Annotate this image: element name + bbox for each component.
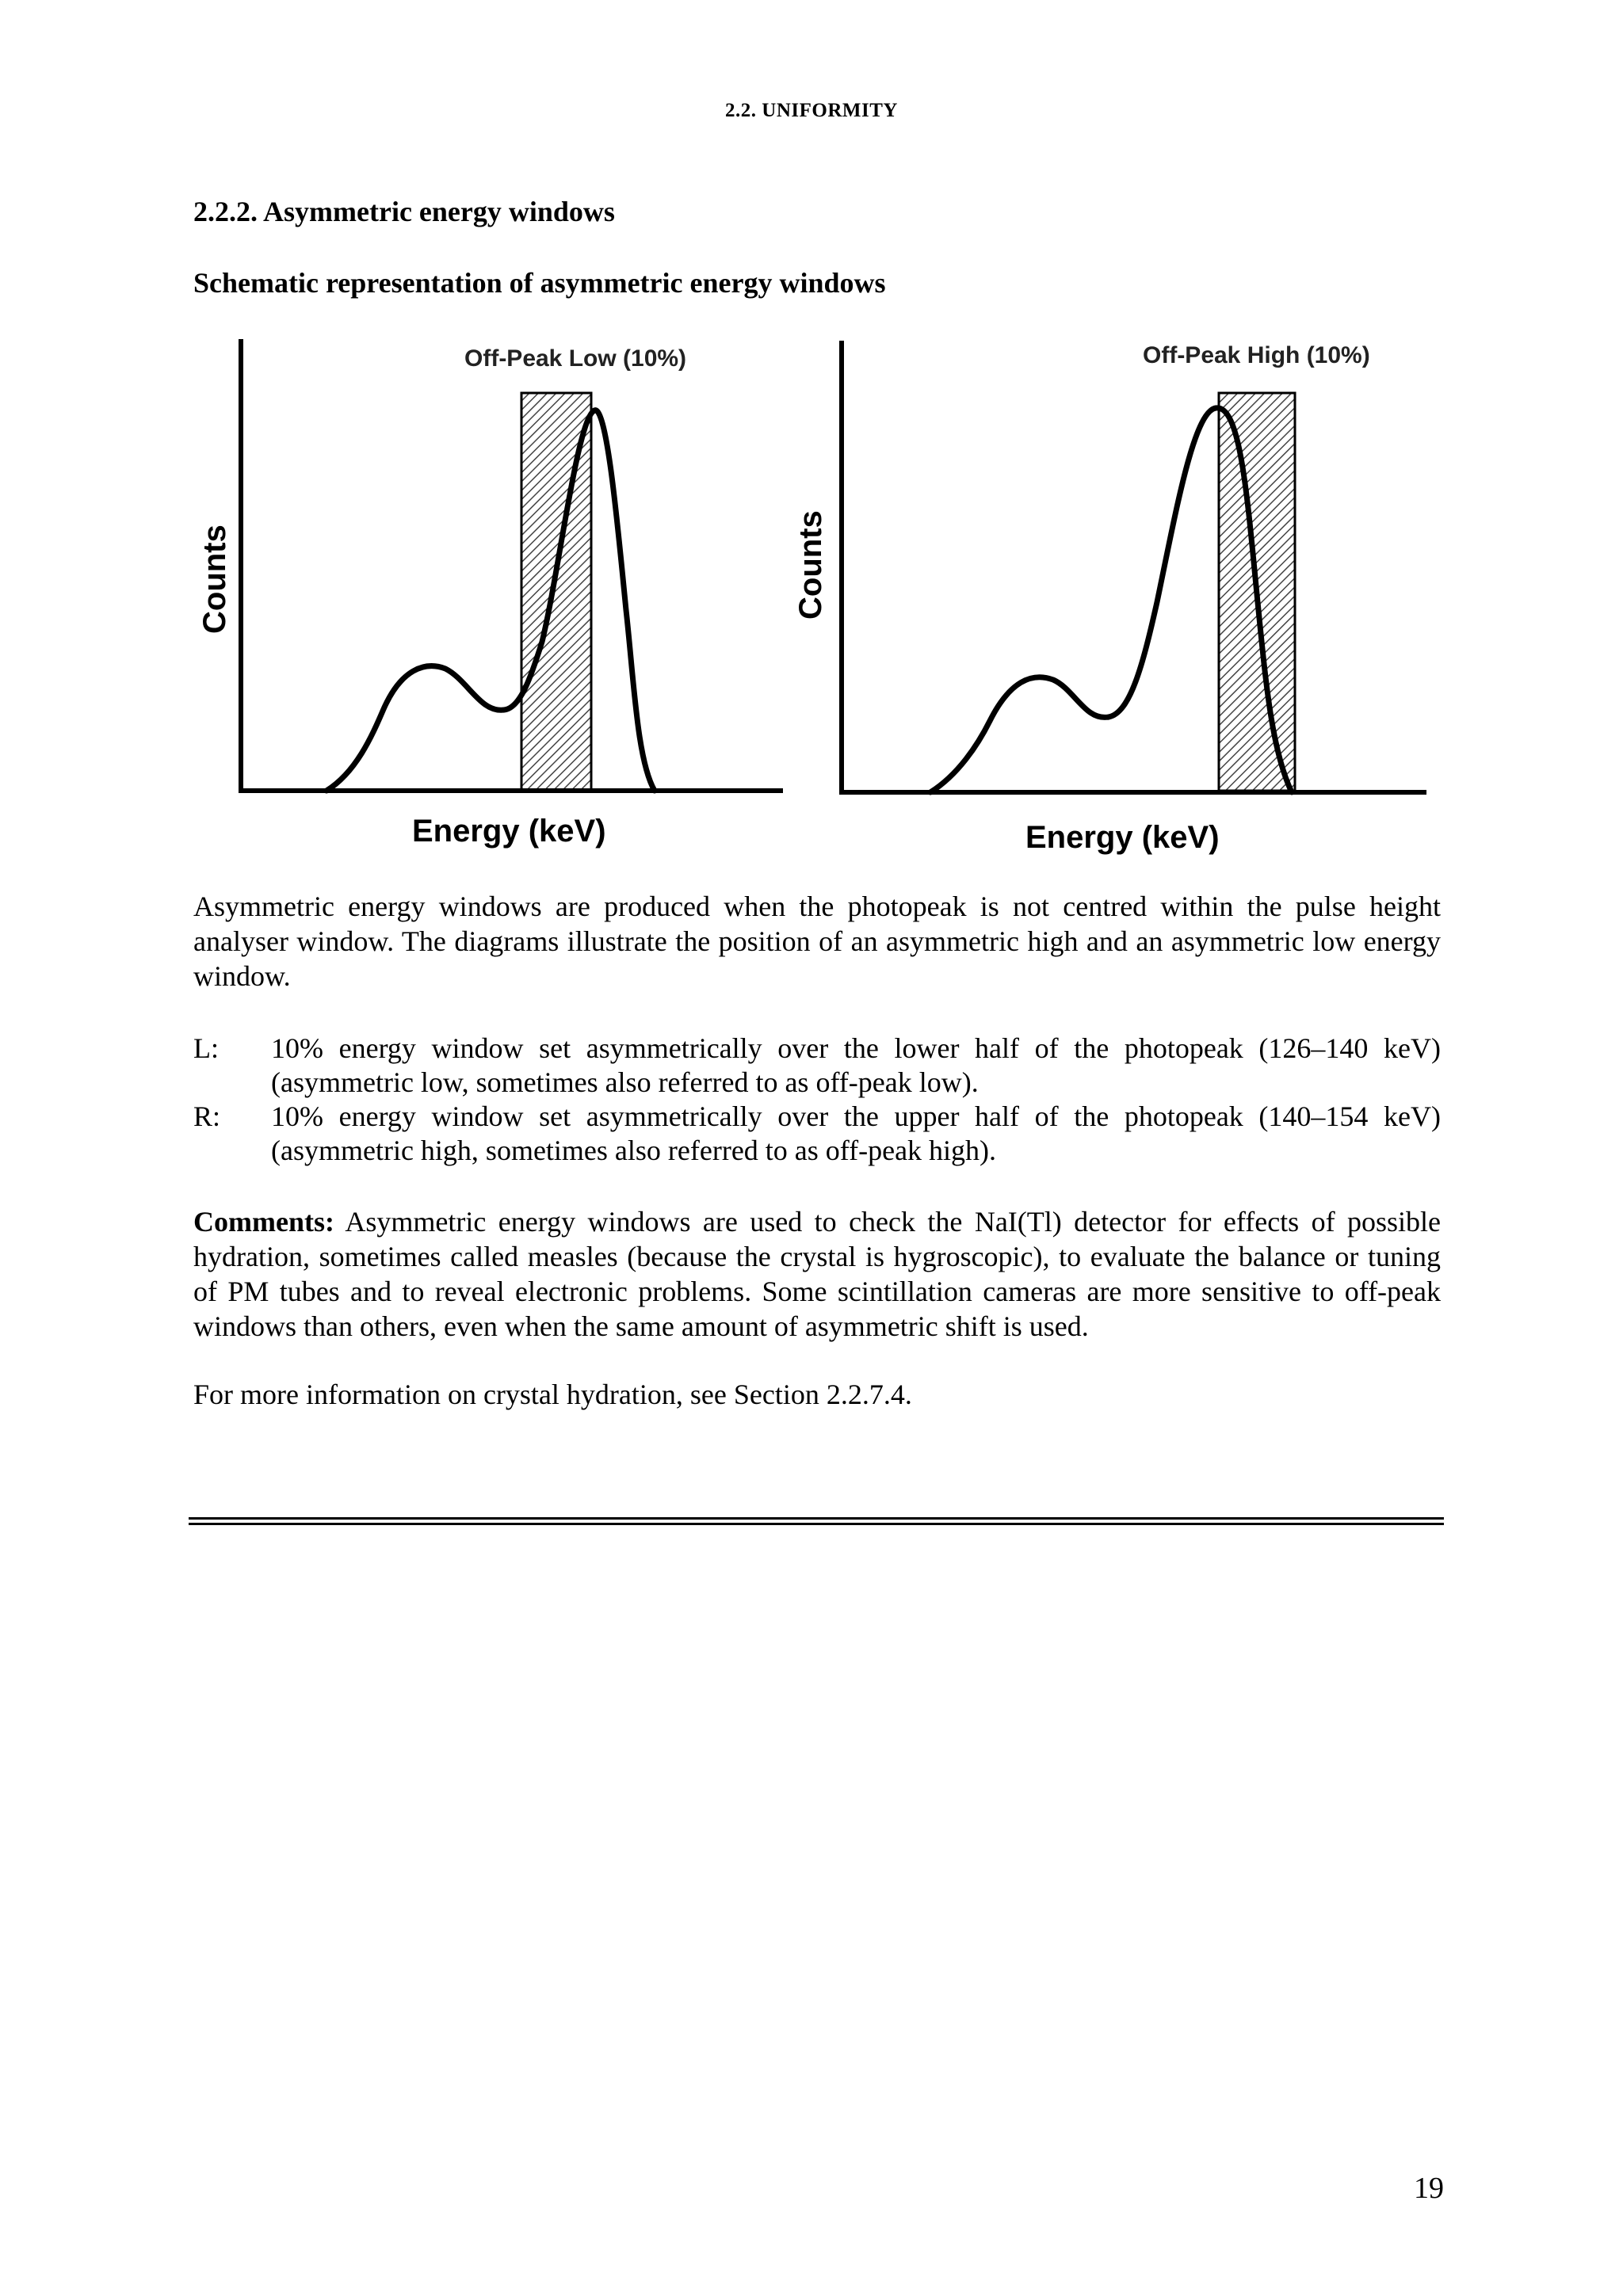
right-y-axis-label: Counts (793, 510, 828, 620)
left-window-label: Off-Peak Low (10%) (464, 345, 687, 372)
comments-paragraph (193, 1204, 1441, 1344)
left-spectrum-curve (327, 410, 655, 791)
right-panel (793, 341, 1426, 855)
figure-subheading: Schematic representation of asymmetric energy windows (193, 267, 886, 299)
comments-text: Asymmetric energy windows are used to check the NaI(Tl) detector for effects of possible hydration, sometimes called measles (because the crystal is hygroscopic), to evaluate the balance or tuning of PM tubes and to reveal electronic problems. Some scintillation cameras are more sensitive to off-peak windows than others, even when the same amount of asymmetric shift is used. (193, 1206, 1441, 1342)
window-list (193, 1032, 1441, 1168)
list-text: 10% energy window set asymmetrically over the lower half of the photopeak (126–140 keV) (asymmetric low, sometimes also referred to as off-peak low). (271, 1032, 1441, 1098)
left-x-axis-label: Energy (keV) (412, 814, 606, 849)
list-text: 10% energy window set asymmetrically over the upper half of the photopeak (140–154 keV) (asymmetric high, sometimes also referred to as off-peak high). (271, 1100, 1441, 1166)
left-panel (197, 339, 783, 849)
running-head: 2.2. UNIFORMITY (725, 100, 898, 121)
double-rule-divider (189, 1517, 1444, 1527)
energy-window-figure (193, 325, 1445, 864)
comments-label: Comments: (193, 1206, 334, 1238)
page-number: 19 (1414, 2172, 1444, 2205)
section-heading: 2.2.2. Asymmetric energy windows (193, 196, 615, 227)
list-label: L: (193, 1032, 219, 1064)
list-item-right (193, 1100, 1441, 1168)
cross-reference-paragraph: For more information on crystal hydration, see Section 2.2.7.4. (193, 1379, 912, 1410)
intro-paragraph: Asymmetric energy windows are produced when the photopeak is not centred within the pulse height analyser window. The diagrams illustrate the position of an asymmetric high and an asymmetric low energy window. (193, 891, 1441, 992)
left-y-axis-label: Counts (197, 524, 232, 634)
right-window-label: Off-Peak High (10%) (1143, 342, 1370, 368)
list-item-left (193, 1032, 1441, 1100)
right-x-axis-label: Energy (keV) (1025, 820, 1220, 855)
list-label: R: (193, 1100, 221, 1132)
